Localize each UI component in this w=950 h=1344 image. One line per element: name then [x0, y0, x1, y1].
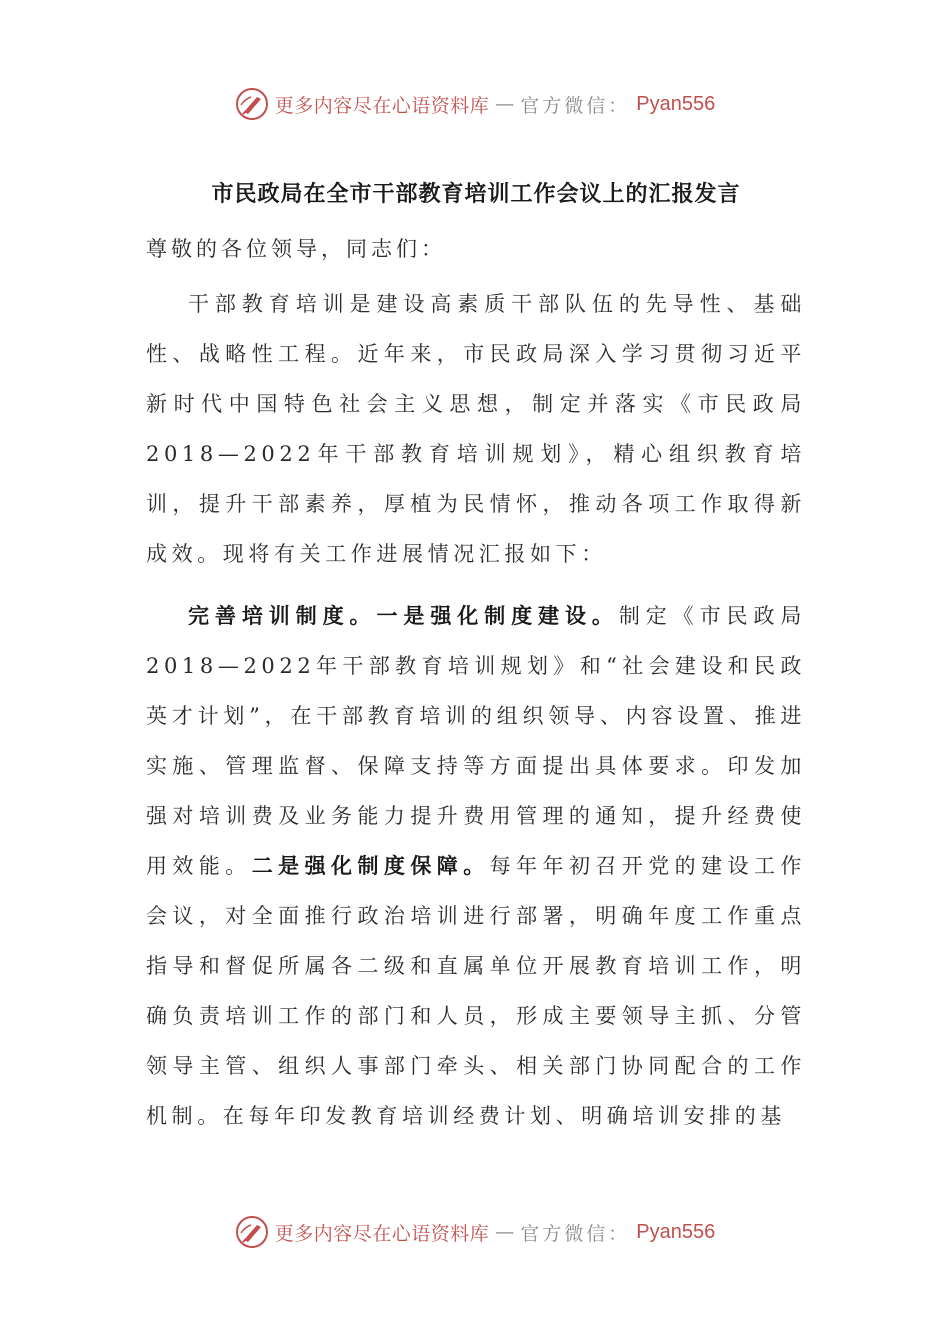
paragraph-text: 制定《市民政局2018—2022年干部教育培训规划》和“社会建设和民政英才计划”，在干部教育培训的组织领导、内容设置、推进实施、管理监督、保障支持等方面提出具体要求。印发加强对培训费及业务能力提升费用管理的通知，提升经费使用效能。 — [146, 604, 806, 878]
watermark-wechat-id: Pyan556 — [636, 92, 716, 115]
document-title: 市民政局在全市干部教育培训工作会议上的汇报发言 — [211, 181, 741, 207]
watermark-header — [0, 84, 950, 124]
quill-logo-icon — [235, 1215, 269, 1249]
watermark-text: 更多内容尽在心语资料库 — [274, 1222, 490, 1245]
watermark-label: 官方微信： — [520, 94, 631, 117]
paragraph-text: 干部教育培训是建设高素质干部队伍的先导性、基础性、战略性工程。近年来，市民政局深入学习贯彻习近平新时代中国特色社会主义思想，制定并落实《市民政局2018—2022年干部教育培训规划》，精心组织教育培训，提升干部素养，厚植为民情怀，推动各项工作取得新成效。现将有关工作进展情况汇报如下： — [146, 292, 806, 566]
paragraph-text: 每年年初召开党的建设工作会议，对全面推行政治培训进行部署，明确年度工作重点指导和督促所属各二级和直属单位开展教育培训工作，明确负责培训工作的部门和人员，形成主要领导主抓、分管领导主管、组织人事部门牵头、相关部门协同配合的工作机制。在每年印发教育培训经费计划、明确培训安排的基 — [146, 854, 806, 1128]
watermark-wechat-id: Pyan556 — [636, 1220, 716, 1243]
section-heading: 完善培训制度。一是强化制度建设。 — [188, 603, 619, 628]
sub-heading: 二是强化制度保障。 — [251, 853, 490, 878]
paragraph-training-system — [146, 591, 806, 1141]
watermark-text: 更多内容尽在心语资料库 — [274, 94, 490, 117]
watermark-separator: — — [495, 93, 515, 115]
salutation: 尊敬的各位领导，同志们： — [146, 237, 446, 261]
paragraph-intro — [146, 279, 806, 579]
watermark-separator: — — [495, 1221, 515, 1243]
watermark-footer — [0, 1212, 950, 1252]
document-body — [146, 170, 806, 1141]
watermark-label: 官方微信： — [520, 1222, 631, 1245]
quill-logo-icon — [235, 87, 269, 121]
